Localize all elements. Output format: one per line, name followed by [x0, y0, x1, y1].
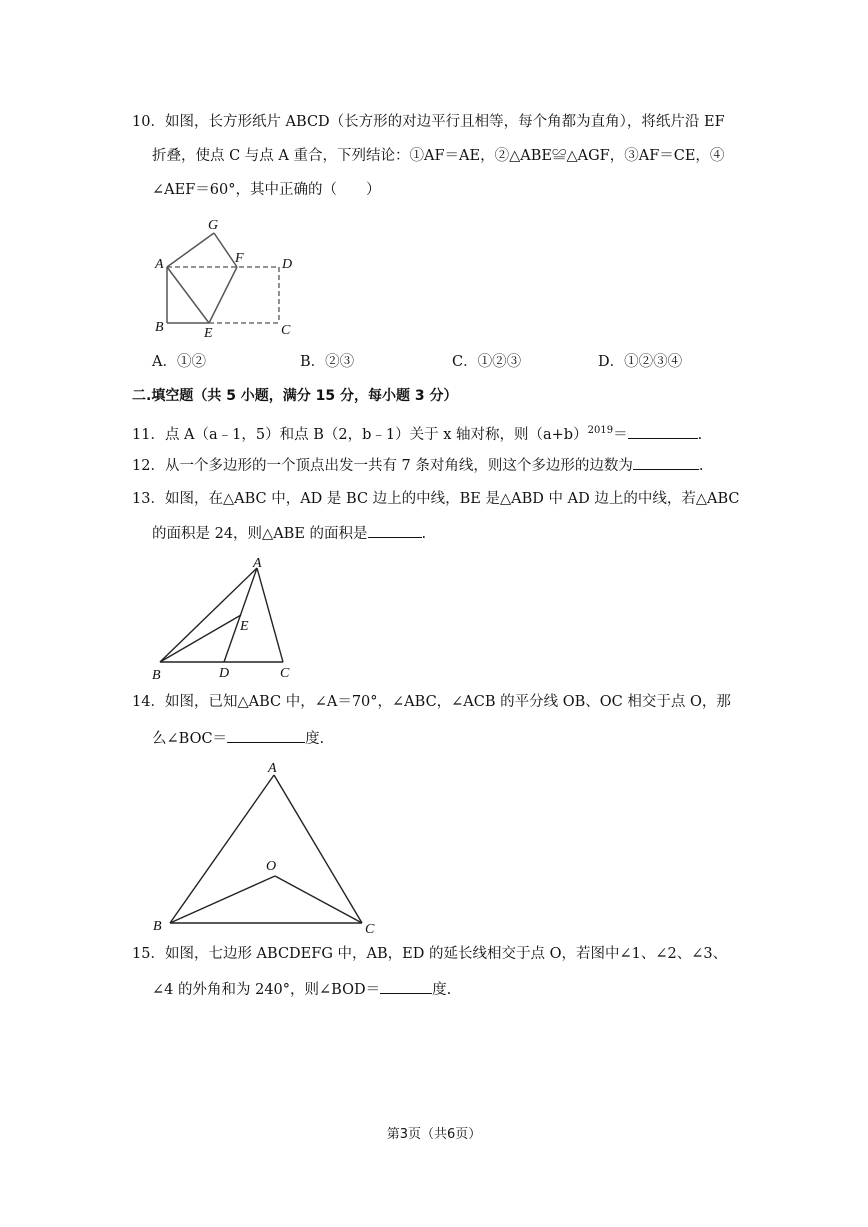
q14-answer-blank[interactable] — [227, 728, 305, 743]
q13-line-2 — [152, 523, 426, 544]
q14-label-b: B — [153, 919, 162, 934]
q13-label-a: A — [253, 556, 262, 571]
q10-option-d: D．①②③④ — [598, 354, 683, 370]
q13-label-c: C — [280, 666, 290, 681]
q15-line-2 — [152, 979, 451, 1000]
q10-option-c: C．①②③ — [452, 354, 522, 370]
q10-line-2: 折叠，使点 C 与点 A 重合，下列结论：①AF＝AE，②△ABE≌△AGF，③AF＝CE，④ — [152, 148, 725, 164]
q14-text: 么∠BOC＝ — [152, 731, 228, 747]
q14-line-1: 14．如图，已知△ABC 中，∠A＝70°，∠ABC，∠ACB 的平分线 OB、OC 相交于点 O，那 — [132, 694, 731, 710]
q10-option-a: A．①② — [152, 354, 206, 370]
q14-end: 度. — [305, 731, 325, 747]
q11-line — [132, 421, 702, 445]
q11-end: . — [697, 426, 703, 443]
q13-label-e: E — [240, 619, 249, 634]
q10-label-a: A — [155, 257, 164, 272]
q10-option-b: B．②③ — [300, 354, 355, 370]
q14-figure — [150, 758, 390, 938]
q10-line-1: 10．如图，长方形纸片 ABCD（长方形的对边平行且相等，每个角都为直角），将纸片沿 EF — [132, 114, 725, 130]
q13-end: . — [421, 526, 427, 542]
q15-answer-blank[interactable] — [380, 979, 432, 994]
q14-label-a: A — [268, 761, 277, 776]
q10-figure — [150, 212, 310, 342]
q14-label-c: C — [365, 922, 375, 937]
q14-line-2 — [152, 728, 324, 749]
q11-exponent: 2019 — [587, 425, 614, 436]
q10-label-g: G — [208, 218, 219, 233]
q13-label-b: B — [152, 668, 161, 683]
q13-figure — [150, 555, 300, 685]
q15-text: ∠4 的外角和为 240°，则∠BOD＝ — [152, 982, 381, 998]
q12-end: . — [698, 458, 704, 474]
q11-answer-blank[interactable] — [628, 424, 698, 439]
section-2-heading: 二.填空题（共 5 小题，满分 15 分，每小题 3 分） — [132, 388, 458, 404]
q15-line-1: 15．如图，七边形 ABCDEFG 中，AB，ED 的延长线相交于点 O，若图中∠1、∠2、∠3、 — [132, 946, 728, 962]
q12-line — [132, 455, 704, 476]
q12-text: 12．从一个多边形的一个顶点出发一共有 7 条对角线，则这个多边形的边数为 — [132, 458, 633, 474]
q10-label-d: D — [282, 257, 293, 272]
q13-text: 的面积是 24，则△ABE 的面积是 — [152, 526, 368, 542]
q10-line-3: ∠AEF＝60°，其中正确的（ ） — [152, 182, 381, 198]
q10-label-e: E — [204, 326, 213, 341]
q10-label-b: B — [155, 320, 164, 335]
q13-line-1: 13．如图，在△ABC 中，AD 是 BC 边上的中线，BE 是△ABD 中 AD 边上的中线，若△ABC — [132, 491, 740, 507]
q10-label-f: F — [235, 251, 244, 266]
q13-answer-blank[interactable] — [368, 523, 422, 538]
q14-label-o: O — [266, 859, 277, 874]
q11-equals: ＝ — [613, 426, 628, 443]
q11-text: 11．点 A（a﹣1，5）和点 B（2，b﹣1）关于 x 轴对称，则（a+b） — [132, 426, 588, 443]
q12-answer-blank[interactable] — [633, 455, 699, 470]
q10-label-c: C — [281, 323, 291, 338]
q15-end: 度. — [432, 982, 452, 998]
page-footer: 第3页（共6页） — [386, 1127, 482, 1142]
q13-label-d: D — [219, 666, 230, 681]
